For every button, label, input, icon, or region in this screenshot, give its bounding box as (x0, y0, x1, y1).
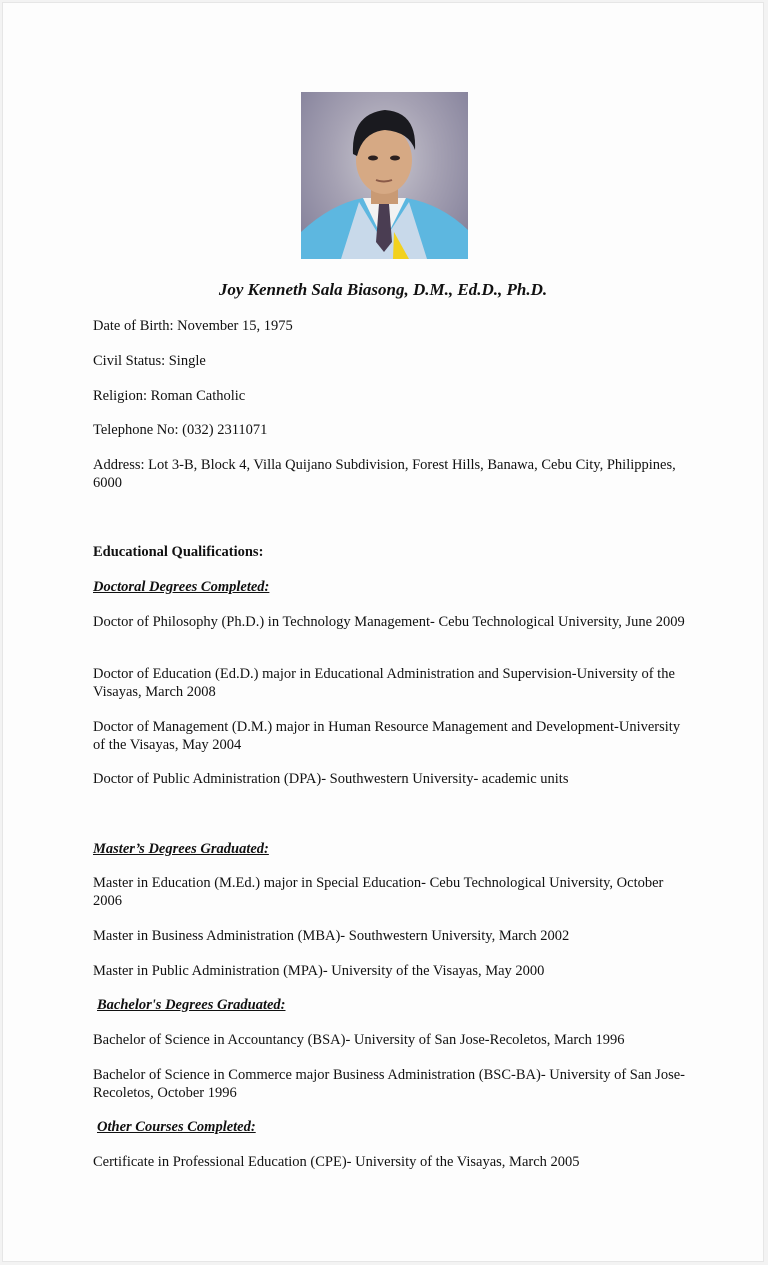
bachelors-item: Bachelor of Science in Commerce major Business Administration (BSC-BA)- University of San Jose-Recoletos, October 1996 (93, 1067, 685, 1101)
doctoral-heading: Doctoral Degrees Completed: (93, 579, 270, 595)
masters-heading: Master’s Degrees Graduated: (93, 841, 269, 857)
civil-status: Civil Status: Single (93, 353, 206, 369)
doctoral-item: Doctor of Education (Ed.D.) major in Educational Administration and Supervision-University of the Visayas, March 2008 (93, 666, 675, 700)
doctoral-item: Doctor of Management (D.M.) major in Human Resource Management and Development-University of the Visayas, May 2004 (93, 719, 681, 753)
religion: Religion: Roman Catholic (93, 388, 246, 404)
masters-item: Master in Education (M.Ed.) major in Special Education- Cebu Technological University, October 2006 (93, 875, 664, 909)
other-course-item: Certificate in Professional Education (CPE)- University of the Visayas, March 2005 (93, 1154, 580, 1170)
masters-item: Master in Public Administration (MPA)- University of the Visayas, May 2000 (93, 963, 545, 979)
date-of-birth: Date of Birth: November 15, 1975 (93, 318, 293, 334)
document-page (2, 2, 764, 1262)
bachelors-item: Bachelor of Science in Accountancy (BSA)- University of San Jose-Recoletos, March 1996 (93, 1032, 625, 1048)
masters-item: Master in Business Administration (MBA)- Southwestern University, March 2002 (93, 928, 570, 944)
bachelors-heading: Bachelor's Degrees Graduated: (97, 997, 286, 1013)
doctoral-item: Doctor of Public Administration (DPA)- Southwestern University- academic units (93, 771, 569, 787)
doctoral-item: Doctor of Philosophy (Ph.D.) in Technology Management- Cebu Technological University, June 2009 (93, 614, 685, 630)
person-name: Joy Kenneth Sala Biasong, D.M., Ed.D., Ph.D. (218, 280, 548, 299)
profile-photo (301, 92, 468, 259)
education-heading: Educational Qualifications: (93, 544, 264, 560)
other-courses-heading: Other Courses Completed: (97, 1119, 256, 1135)
graduate-portrait-icon (301, 92, 468, 259)
address: Address: Lot 3-B, Block 4, Villa Quijano Subdivision, Forest Hills, Banawa, Cebu City, Philippines, 6000 (93, 457, 676, 491)
telephone: Telephone No: (032) 2311071 (93, 422, 268, 438)
